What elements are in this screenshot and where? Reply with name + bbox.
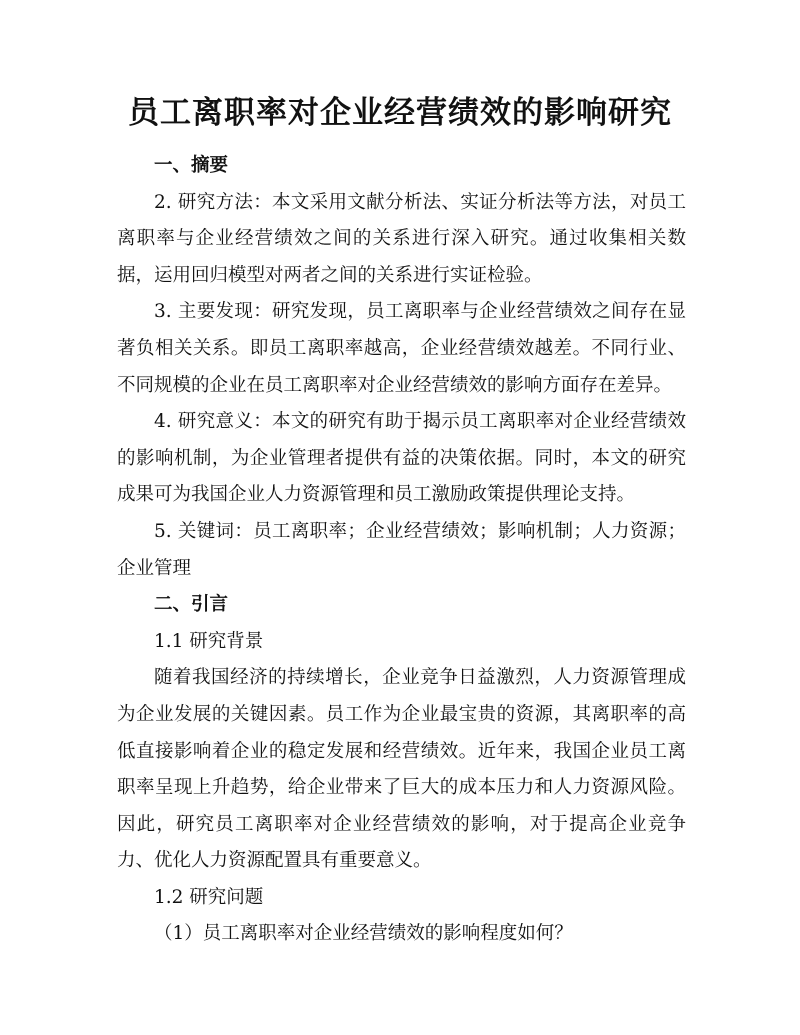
subsection-title-research-questions: 1.2 研究问题 xyxy=(154,886,264,908)
document-body xyxy=(117,148,686,953)
paragraph-main-findings: 3. 主要发现：研究发现，员工离职率与企业经营绩效之间存在显著负相关关系。即员工离职率越高，企业经营绩效越差。不同行业、不同规模的企业在员工离职率对企业经营绩效的影响方面存在差异。 xyxy=(117,301,686,396)
paragraph-background: 随着我国经济的持续增长，企业竞争日益激烈，人力资源管理成为企业发展的关键因素。员工作为企业最宝贵的资源，其离职率的高低直接影响着企业的稳定发展和经营绩效。近年来，我国企业员工离职率呈现上升趋势，给企业带来了巨大的成本压力和人力资源风险。因此，研究员工离职率对企业经营绩效的影响，对于提高企业竞争力、优化人力资源配置具有重要意义。 xyxy=(117,667,686,872)
section-heading-introduction: 二、引言 xyxy=(154,594,229,616)
paragraph-significance: 4. 研究意义：本文的研究有助于揭示员工离职率对企业经营绩效的影响机制，为企业管理者提供有益的决策依据。同时，本文的研究成果可为我国企业人力资源管理和员工激励政策提供理论支持。 xyxy=(117,411,686,506)
paragraph-research-method: 2. 研究方法：本文采用文献分析法、实证分析法等方法，对员工离职率与企业经营绩效之间的关系进行深入研究。通过收集相关数据，运用回归模型对两者之间的关系进行实证检验。 xyxy=(117,191,686,286)
document-title: 员工离职率对企业经营绩效的影响研究 xyxy=(128,95,672,131)
paragraph-keywords: 5. 关键词：员工离职率；企业经营绩效；影响机制；人力资源；企业管理 xyxy=(117,520,686,579)
section-heading-abstract: 一、摘要 xyxy=(154,155,229,176)
research-question-1: （1）员工离职率对企业经营绩效的影响程度如何？ xyxy=(154,923,573,945)
subsection-title-background: 1.1 研究背景 xyxy=(154,630,264,652)
